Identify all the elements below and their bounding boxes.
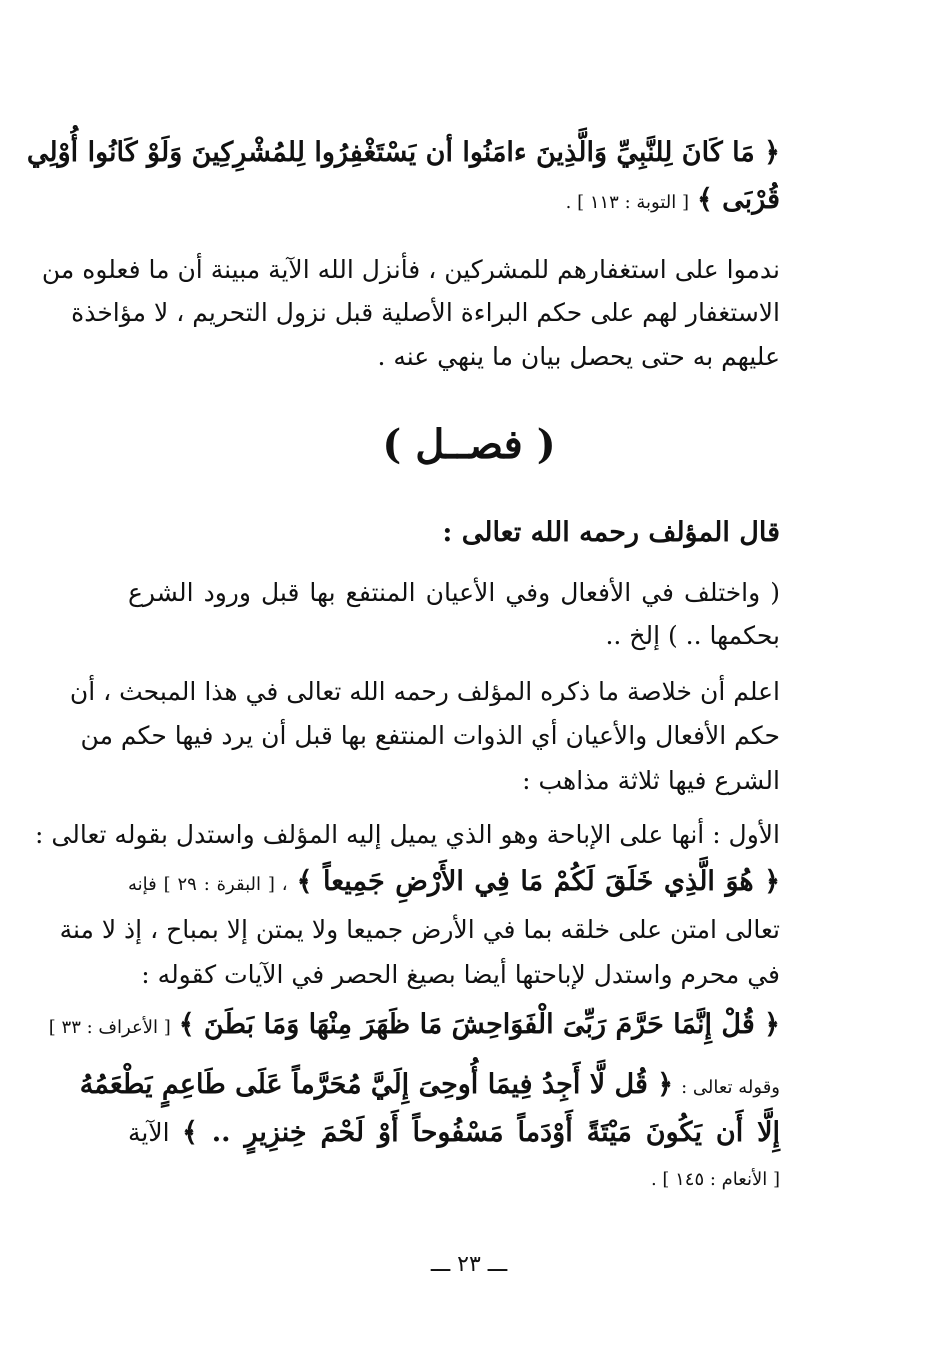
quran-verse: ﴿ قُل لَّا أَجِدُ فِيمَا أُوحِىَ إِلَيَّ مُحَرَّماً عَلَى طَاعِمٍ يَطْعَمُهُ bbox=[79, 1069, 674, 1100]
paragraph-line: الأول : أنها على الإباحة وهو الذي يميل إليه المؤلف واستدل بقوله تعالى : bbox=[35, 820, 780, 849]
verse-reference: [ التوبة : ١١٣ ] . bbox=[565, 192, 689, 213]
verse-citation-line bbox=[48, 1005, 780, 1048]
quran-verse: ﴿ هُوَ الَّذِي خَلَقَ لَكُمْ مَا فِي الأَرْضِ جَمِيعاً ﴾ bbox=[296, 866, 781, 897]
paragraph-line: عليهم به حتى يحصل بيان ما ينهي عنه . bbox=[377, 342, 780, 371]
heading-paren-close: ) bbox=[382, 421, 402, 468]
heading-paren-open: ( bbox=[536, 421, 556, 468]
paragraph-line: ندموا على استغفارهم للمشركين ، فأنزل الله الآية مبينة أن ما فعلوه من bbox=[41, 255, 780, 284]
paragraph-line: في محرم واستدل لإباحتها أيضا بصيغ الحصر في الآيات كقوله : bbox=[141, 960, 780, 989]
verse-reference: ، [ البقرة : ٢٩ ] فإنه bbox=[128, 874, 288, 895]
quoted-text-line: بحكمها .. ) إلخ .. bbox=[605, 621, 780, 650]
quran-verse: ﴿ قُلْ إِنَّمَا حَرَّمَ رَبِّىَ الْفَوَاحِشَ مَا ظَهَرَ مِنْهَا وَمَا بَطَنَ ﴾ bbox=[178, 1009, 780, 1040]
paragraph-line: اعلم أن خلاصة ما ذكره المؤلف رحمه الله تعالى في هذا المبحث ، أن bbox=[69, 677, 780, 706]
quran-verse-end: قُرْبَى ﴾ bbox=[696, 184, 780, 215]
verse-citation-line bbox=[128, 862, 780, 905]
section-heading bbox=[0, 420, 938, 470]
verse-citation-line bbox=[79, 1065, 780, 1108]
paragraph-line: الاستغفار لهم على حكم البراءة الأصلية قبل نزول التحريم ، لا مؤاخذة bbox=[71, 298, 780, 327]
verse-citation-line bbox=[128, 1113, 780, 1153]
verse-reference: [ الأعراف : ٣٣ ] bbox=[48, 1017, 171, 1038]
paragraph-line: الشرع فيها ثلاثة مذاهب : bbox=[522, 766, 780, 795]
paragraph-line: تعالى امتن على خلقه بما في الأرض جميعا ولا يمتن إلا بمباح ، إذ لا منة bbox=[59, 915, 780, 944]
verse-suffix: الآية bbox=[128, 1118, 170, 1147]
quran-verse: إِلَّا أَن يَكُونَ مَيْتَةً أَوْدَماً مَسْفُوحاً أَوْ لَحْمَ خِنزِيرٍ .. ﴾ bbox=[182, 1117, 780, 1148]
verse-reference-line: [ الأنعام : ١٤٥ ] . bbox=[650, 1169, 780, 1190]
quran-verse-line-1: ﴿ مَا كَانَ لِلنَّبِيِّ وَالَّذِينَ ءامَنُوا أن يَسْتَغْفِرُوا لِلمُشْرِكِينَ وَلَوْ كَانُوا أُوْلِي bbox=[26, 137, 780, 168]
page-number: ـــ ٢٣ ـــ bbox=[430, 1252, 508, 1277]
heading-word: فصــل bbox=[415, 421, 523, 468]
author-said-heading: قال المؤلف رحمه الله تعالى : bbox=[442, 517, 780, 548]
quran-verse-line-2 bbox=[128, 180, 780, 223]
paragraph-line: حكم الأفعال والأعيان أي الذوات المنتفع بها قبل أن يرد فيها حكم من bbox=[80, 721, 780, 750]
verse-intro: وقوله تعالى : bbox=[681, 1077, 780, 1098]
quoted-text-line: ( واختلف في الأفعال وفي الأعيان المنتفع بها قبل ورود الشرع bbox=[128, 578, 780, 607]
